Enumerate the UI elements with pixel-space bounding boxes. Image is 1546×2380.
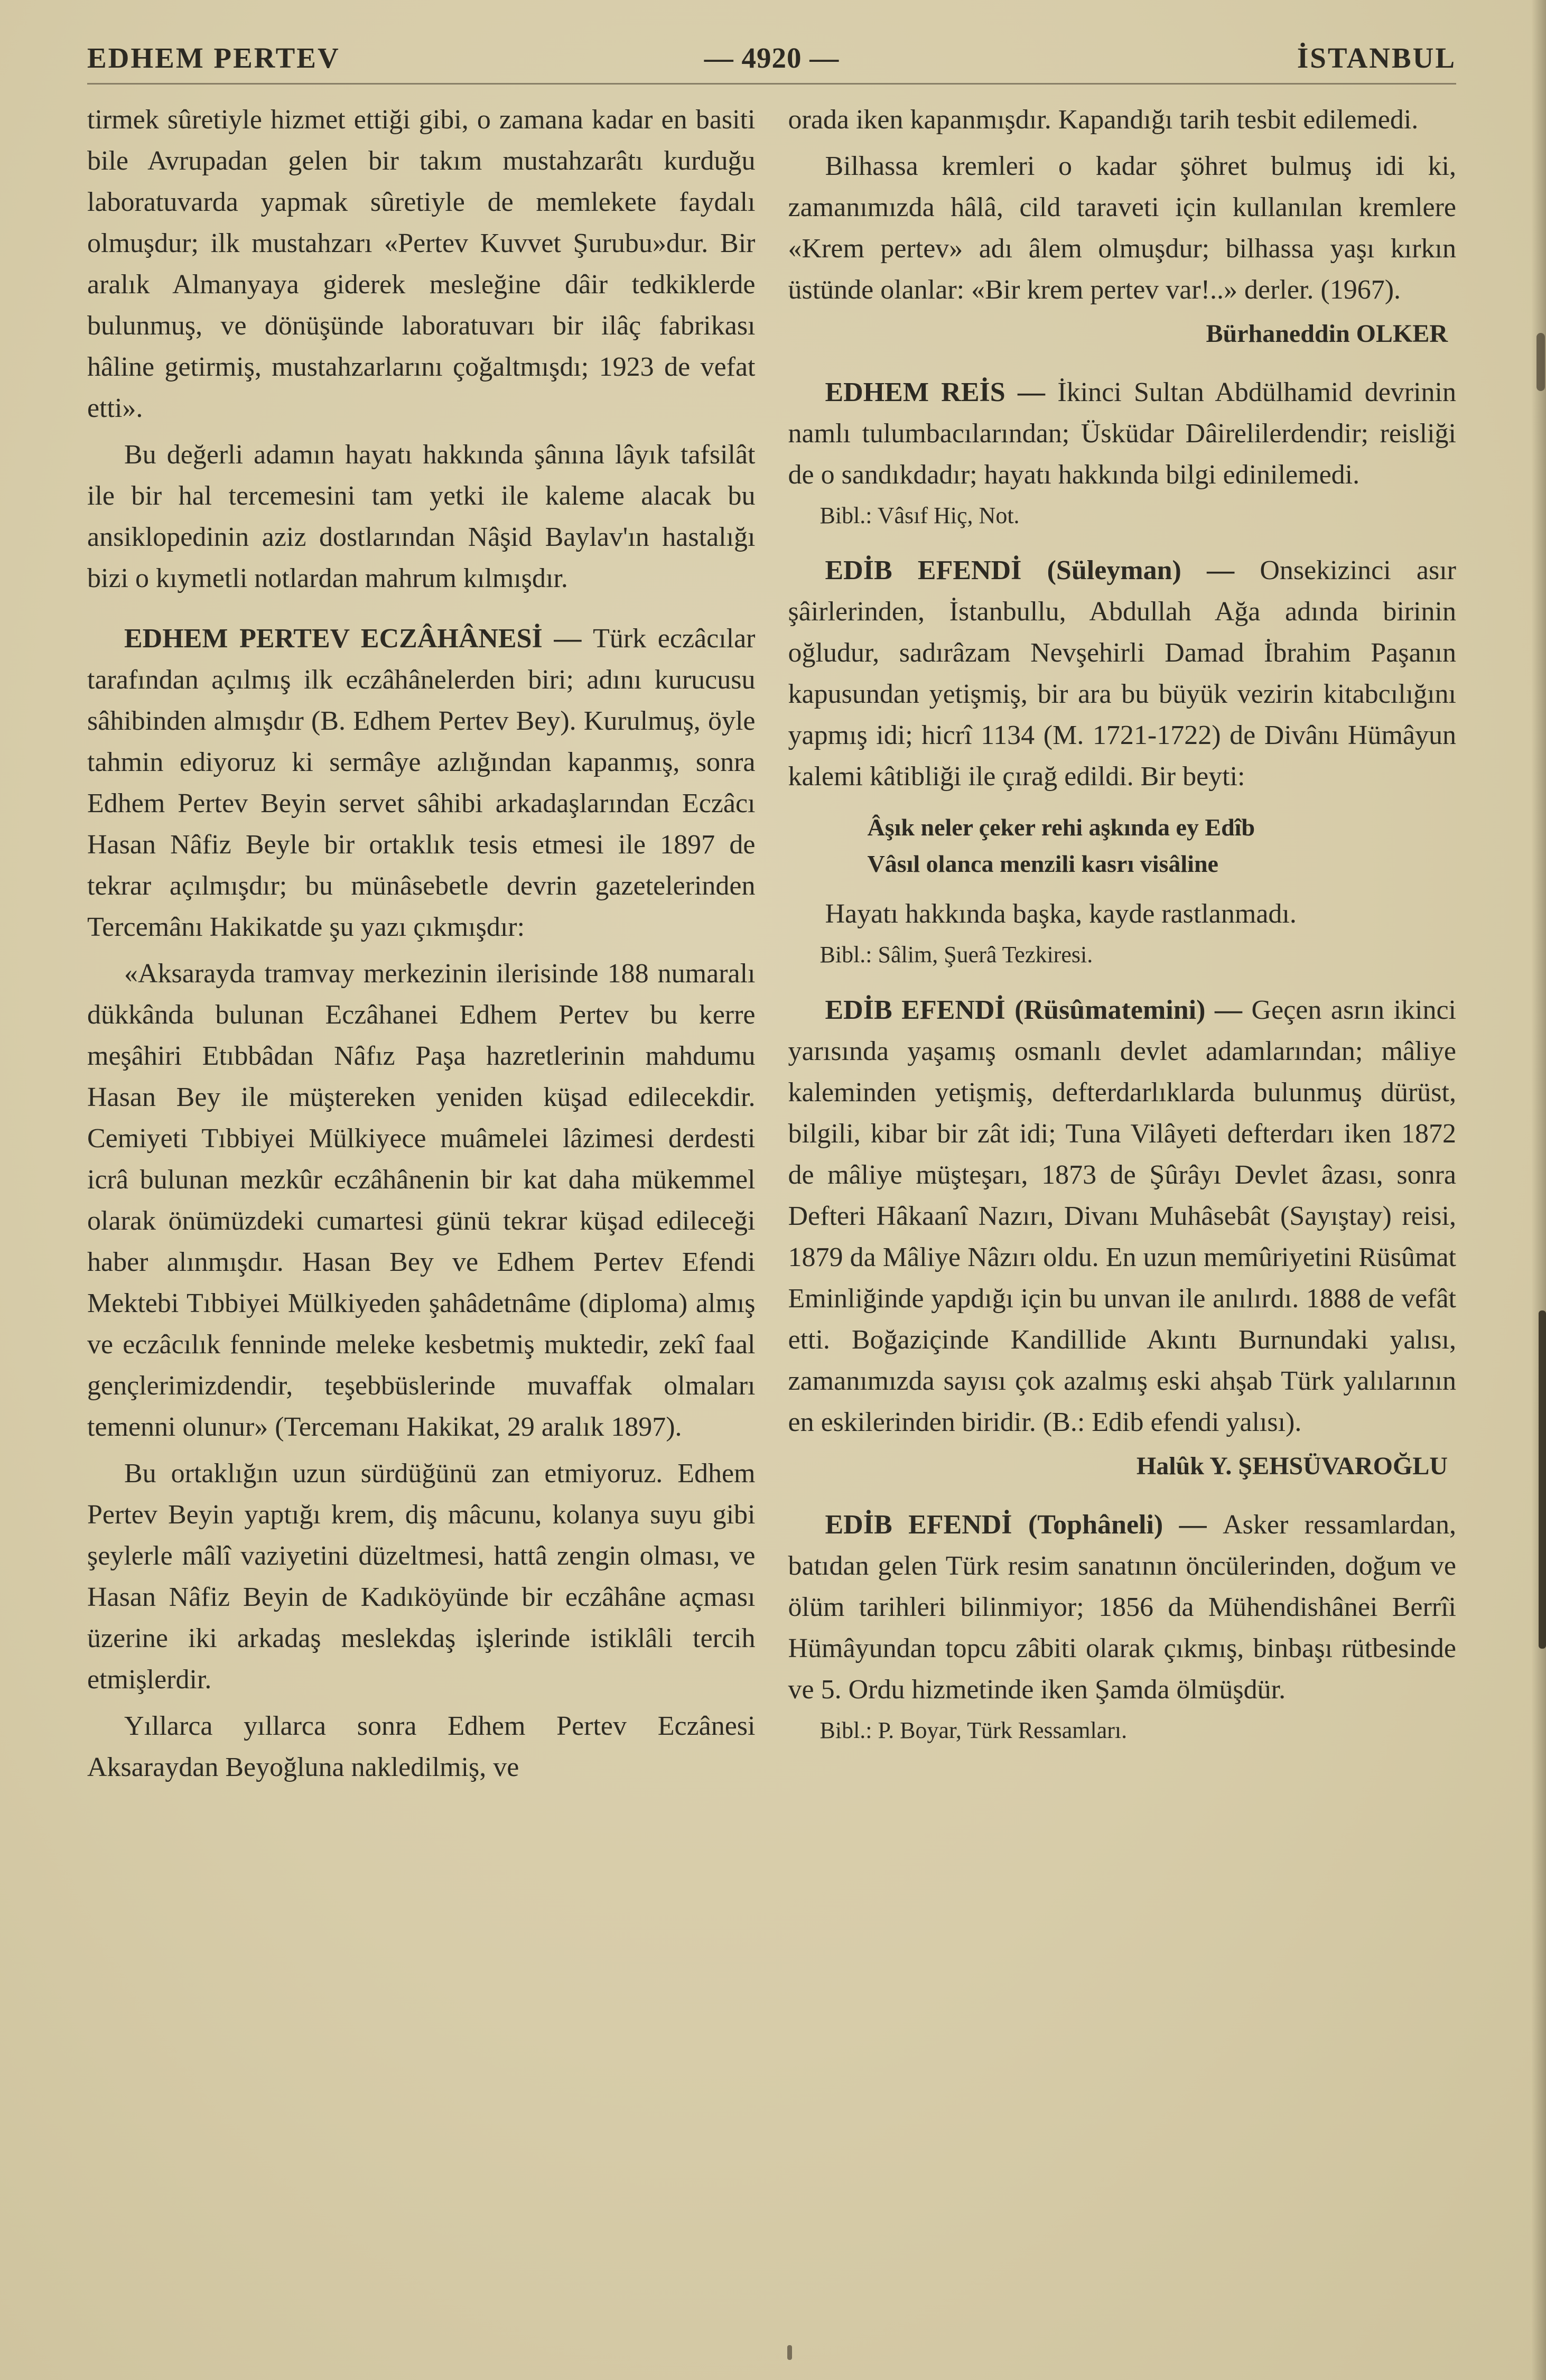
verse-line: Vâsıl olanca menzili kasrı visâline xyxy=(867,850,1218,878)
running-title-left: EDHEM PERTEV xyxy=(87,42,340,74)
running-title-right: İSTANBUL xyxy=(1297,42,1457,74)
scan-artifact xyxy=(1536,333,1545,391)
header-rule xyxy=(87,83,1456,85)
entry-paragraph: EDİB EFENDİ (Tophâneli) — Asker ressamlardan, batıdan gelen Türk resim sanatının öncülerinden, doğum ve ölüm tarihleri bilinmiyor; 1856 da Mühendishânei Berrîi Hümâyundan topcu zâbiti olarak çıkmış, binbaşı rütbesinde ve 5. Ordu hizmetinde iken Şamda ölmüşdür. xyxy=(788,1509,1456,1705)
scan-artifact xyxy=(1539,1310,1546,1649)
verse xyxy=(868,809,1457,882)
page-header xyxy=(87,41,1456,75)
entry-paragraph: EDHEM PERTEV ECZÂHÂNESİ — Türk eczâcılar tarafından açılmış ilk eczâhânelerden biri; adını kurucusu sâhibinden almışdır (B. Edhem Pertev Bey). Kurulmuş, öyle tahmin ediyoruz ki sermâye azlığından kapanmış, sonra Edhem Pertev Beyin servet sâhibi arkadaşlarından Eczâcı Hasan Nâfiz Beyle bir ortaklık tesis etmesi ile 1897 de tekrar açılmışdır; bu münâsebetle devrin gazetelerinden Tercemânı Hakikatde şu yazı çıkmışdır: xyxy=(87,624,756,942)
entry-title: EDİB EFENDİ (Tophâneli) — xyxy=(825,1509,1223,1540)
bibliography-line: Bibl.: P. Boyar, Türk Ressamları. xyxy=(819,1717,1128,1743)
paragraph-continuation: orada iken kapanmışdır. Kapandığı tarih tesbit edilemedi. xyxy=(788,105,1419,135)
left-column xyxy=(87,99,756,1788)
paragraph: Hayatı hakkında başka, kayde rastlanmadı. xyxy=(825,899,1297,929)
paragraph-continuation: tirmek sûretiyle hizmet ettiği gibi, o zamana kadar en basiti bile Avrupadan gelen bir takım mustahzarâtı kurduğu laboratuvarda yapmak sûretiyle de memlekete faydalı olmuşdur; ilk mustahzarı «Pertev Kuvvet Şurubu»dur. Bir aralık Almanyaya giderek mesleğine dâir tedkiklerde bulunmuş, ve dönüşünde laboratuvarı bir ilâç fabrikası hâline getirmiş, mustahzarlarını çoğaltmışdı; 1923 de vefat etti». xyxy=(87,105,756,423)
bibliography-line: Bibl.: Sâlim, Şuerâ Tezkiresi. xyxy=(819,942,1093,968)
paragraph: Yıllarca yıllarca sonra Edhem Pertev Eczânesi Aksaraydan Beyoğluna nakledilmiş, ve xyxy=(87,1711,756,1782)
page-number: — 4920 — xyxy=(704,42,840,74)
text-columns xyxy=(87,99,1456,1788)
entry-title: EDHEM REİS — xyxy=(825,377,1058,407)
entry-paragraph: EDİB EFENDİ (Rüsûmatemini) — Geçen asrın ikinci yarısında yaşamış osmanlı devlet adamlarından; mâliye kaleminden yetişmiş, defterdarlıklarda bulunmuş dürüst, bilgili, kibar bir zât idi; Tuna Vilâyeti defterdarı iken 1872 de mâliye müşteşarı, 1873 de Şûrâyı Devlet âzası, sonra Defteri Hâkaanî Nazırı, Divanı Muhâsebât (Sayıştay) reisi, 1879 da Mâliye Nâzırı oldu. En uzun memûriyetini Rüsûmat Eminliğinde yapdığı için bu unvan ile anılırdı. 1888 de vefât etti. Boğaziçinde Kandillide Akıntı Burnundaki yalısı, zamanımızda sayısı çok azalmış eski ahşab Türk yalılarının en eskilerinden biridir. (B.: Edib efendi yalısı). xyxy=(788,994,1456,1437)
paragraph: Bu ortaklığın uzun sürdüğünü zan etmiyoruz. Edhem Pertev Beyin yaptığı krem, diş mâcunu, kolanya suyu gibi şeylerle mâlî vaziyetini düzeltmesi, hattâ zengin olması, ve Hasan Nâfiz Beyin de Kadıköyünde bir eczâhâne açması üzerine iki arkadaş meslekdaş işlerinde istiklâli tercih etmişlerdir. xyxy=(87,1458,756,1695)
author-signature: Halûk Y. ŞEHSÜVAROĞLU xyxy=(1136,1452,1448,1480)
verse-line: Âşık neler çeker rehi aşkında ey Edîb xyxy=(867,814,1255,841)
paragraph: «Aksarayda tramvay merkezinin ilerisinde 188 numaralı dükkânda bulunan Eczâhanei Edhem Pertev bu kerre meşâhiri Etıbbâdan Nâfız Paşa hazretlerinin mahdumu Hasan Bey ile müştereken yeniden küşad edilecekdir. Cemiyeti Tıbbiyei Mülkiyece muâmelei lâzimesi derdesti icrâ bulunan mezkûr eczâhânenin bir kat daha mükemmel olarak önümüzdeki cumartesi günü tekrar küşad edileceği haber alınmışdır. Hasan Bey ve Edhem Pertev Efendi Mektebi Tıbbiyei Mülkiyeden şahâdetnâme (diploma) almış ve eczâcılık fenninde meleke kesbetmiş muktedir, zekî faal gençlerimizdendir, teşebbüslerinde muvaffak olmaları temenni olunur» (Tercemanı Hakikat, 29 aralık 1897). xyxy=(87,959,756,1442)
entry-title: EDHEM PERTEV ECZÂHÂNESİ — xyxy=(124,624,593,654)
paragraph: Bilhassa kremleri o kadar şöhret bulmuş idi ki, zamanımızda hâlâ, cild taraveti için kullanılan kremlere «Krem pertev» adı âlem olmuşdur; bilhassa yaşı kırkın üstünde olanlar: «Bir krem pertev var!..» derler. (1967). xyxy=(788,151,1456,305)
paragraph: Bu değerli adamın hayatı hakkında şânına lâyık tafsilât ile bir hal tercemesini tam yetki ile kaleme alacak bu ansiklopedinin aziz dostlarından Nâşid Baylav'ın hastalığı bizi o kıymetli notlardan mahrum kılmışdır. xyxy=(87,440,756,593)
bibliography-line: Bibl.: Vâsıf Hiç, Not. xyxy=(819,503,1020,528)
entry-paragraph: EDHEM REİS — İkinci Sultan Abdülhamid devrinin namlı tulumbacılarından; Üsküdar Dâirelilerdendir; reisliği de o sandıkdadır; hayatı hakkında bilgi edinilemedi. xyxy=(788,377,1456,490)
right-column xyxy=(788,99,1457,1788)
author-signature: Bürhaneddin OLKER xyxy=(1206,320,1448,348)
entry-title: EDİB EFENDİ (Rüsûmatemini) — xyxy=(825,994,1252,1025)
scan-artifact xyxy=(787,2345,792,2360)
entry-title: EDİB EFENDİ (Süleyman) — xyxy=(825,555,1260,586)
entry-paragraph: EDİB EFENDİ (Süleyman) — Onsekizinci asır şâirlerinden, İstanbullu, Abdullah Ağa adında birinin oğludur, sadırâzam Nevşehirli Damad İbrahim Paşanın kapusundan yetişmiş, bir ara bu büyük vezirin kitabcılığını yapmış idi; hicrî 1134 (M. 1721-1722) de Divânı Hümâyun kalemi kâtibliği ile çırağ edildi. Bir beyti: xyxy=(788,555,1456,792)
